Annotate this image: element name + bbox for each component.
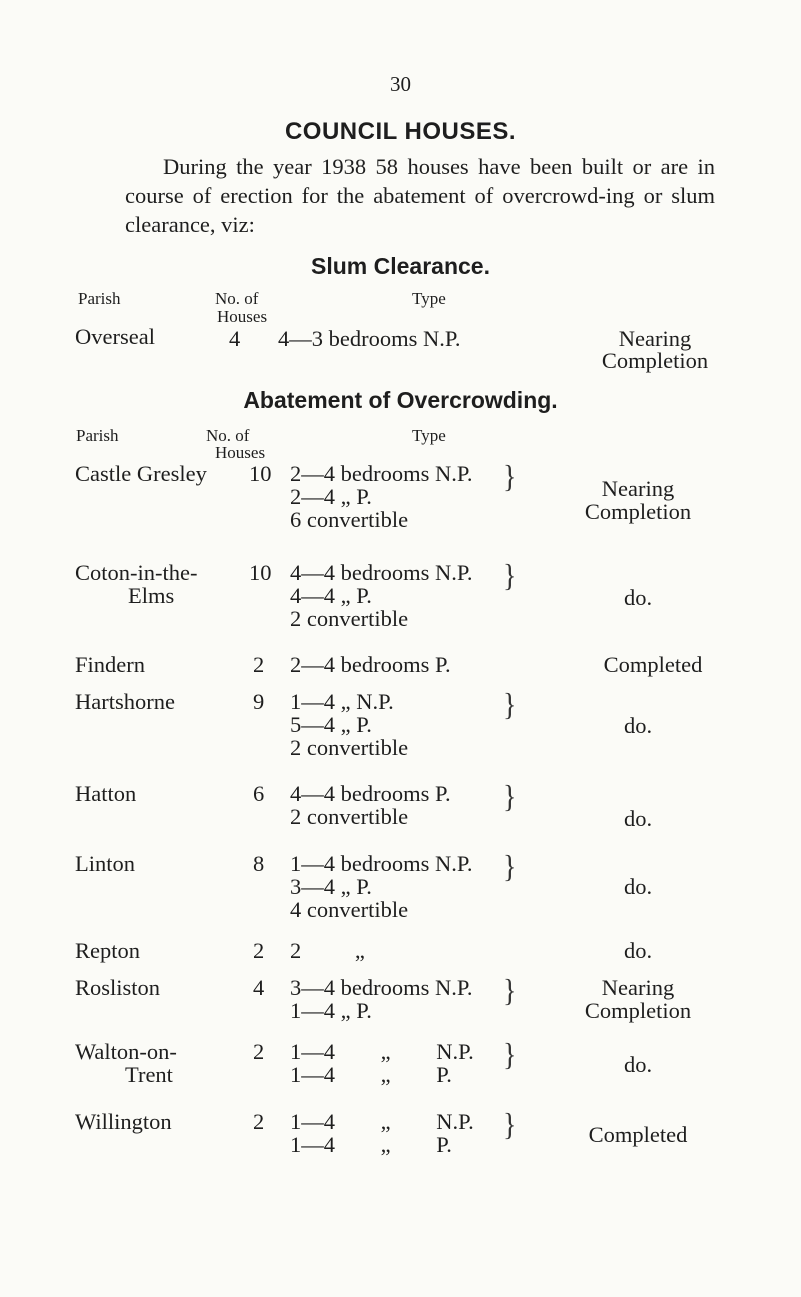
status-linton: do. — [623, 874, 653, 899]
brace-hartshorne: } — [503, 687, 517, 724]
intro-paragraph — [125, 152, 715, 239]
type-line: 2 convertible — [290, 735, 409, 760]
status-castle-gresley-1: Nearing — [601, 476, 675, 501]
slum-status-2: Completion — [601, 348, 709, 373]
slum-count: 4 — [229, 326, 241, 351]
page-number: 30 — [390, 72, 411, 96]
count-willington: 2 — [253, 1109, 265, 1134]
count-walton-on-trent: 2 — [253, 1039, 265, 1064]
brace-linton: } — [503, 849, 517, 886]
abatement-header-houses: Houses — [215, 443, 266, 462]
slum-header-parish: Parish — [78, 289, 121, 308]
status-willington: Completed — [588, 1122, 688, 1147]
type-line: 1—4 „ P. — [290, 1132, 452, 1157]
abatement-header-parish: Parish — [76, 426, 119, 445]
type-line: 6 convertible — [290, 507, 409, 532]
parish-hatton: Hatton — [75, 781, 137, 806]
slum-type: 4—3 bedrooms N.P. — [278, 326, 461, 351]
slum-header-no-of: No. of — [215, 289, 259, 308]
slum-parish: Overseal — [75, 324, 155, 349]
brace-willington: } — [503, 1107, 517, 1144]
status-repton: do. — [623, 938, 653, 963]
type-line: 1—4 „ N.P. — [290, 689, 394, 714]
status-walton-on-trent: do. — [623, 1052, 653, 1077]
type-line: 2 convertible — [290, 804, 409, 829]
type-line: 3—4 bedrooms N.P. — [290, 975, 473, 1000]
status-rosliston-2: Completion — [584, 998, 692, 1023]
type-line: 4—4 bedrooms P. — [290, 781, 451, 806]
type-line: 1—4 „ P. — [290, 998, 372, 1023]
status-hatton: do. — [623, 806, 653, 831]
count-findern: 2 — [253, 652, 265, 677]
parish-hartshorne: Hartshorne — [75, 689, 175, 714]
parish-rosliston: Rosliston — [75, 975, 161, 1000]
type-line: 3—4 „ P. — [290, 874, 372, 899]
slum-header-houses: Houses — [217, 307, 268, 326]
abatement-heading: Abatement of Overcrowding. — [243, 387, 558, 413]
type-line: 2 convertible — [290, 606, 409, 631]
type-line: 2—4 bedrooms P. — [290, 652, 451, 677]
parish-walton-on-trent-1: Walton-on- — [75, 1039, 177, 1064]
type-line: 1—4 „ P. — [290, 1062, 452, 1087]
brace-walton-on-trent: } — [503, 1037, 517, 1074]
count-hartshorne: 9 — [253, 689, 265, 714]
count-coton-in-the-elms: 10 — [249, 560, 272, 585]
type-line: 1—4 bedrooms N.P. — [290, 851, 473, 876]
intro-text: During the year 1938 58 houses have been built or are in course of erection for the abatement of overcrowd-ing or slum clearance, viz: — [125, 154, 715, 237]
parish-coton-in-the-elms-1: Coton-in-the- — [75, 560, 198, 585]
abatement-header-type: Type — [412, 426, 446, 445]
status-findern: Completed — [603, 652, 703, 677]
parish-castle-gresley: Castle Gresley — [75, 461, 207, 486]
abatement-header-no-of: No. of — [206, 426, 250, 445]
parish-willington: Willington — [75, 1109, 172, 1134]
type-line: 4 convertible — [290, 897, 409, 922]
count-linton: 8 — [253, 851, 265, 876]
type-line: 5—4 „ P. — [290, 712, 372, 737]
parish-repton: Repton — [75, 938, 140, 963]
count-repton: 2 — [253, 938, 265, 963]
type-line: 1—4 „ N.P. — [290, 1039, 474, 1064]
brace-hatton: } — [503, 779, 517, 816]
slum-clearance-heading: Slum Clearance. — [311, 253, 490, 279]
count-hatton: 6 — [253, 781, 265, 806]
type-line: 1—4 „ N.P. — [290, 1109, 474, 1134]
parish-linton: Linton — [75, 851, 135, 876]
status-coton-in-the-elms: do. — [623, 585, 653, 610]
type-line: 4—4 bedrooms N.P. — [290, 560, 473, 585]
parish-walton-on-trent-2: Trent — [125, 1062, 173, 1087]
parish-coton-in-the-elms-2: Elms — [128, 583, 175, 608]
type-line: 2—4 bedrooms N.P. — [290, 461, 473, 486]
count-rosliston: 4 — [253, 975, 265, 1000]
type-line: 4—4 „ P. — [290, 583, 372, 608]
status-hartshorne: do. — [623, 713, 653, 738]
status-castle-gresley-2: Completion — [584, 499, 692, 524]
brace-coton-in-the-elms: } — [503, 558, 517, 595]
type-line: 2—4 „ P. — [290, 484, 372, 509]
status-rosliston-1: Nearing — [601, 975, 675, 1000]
type-line: 2 „ — [290, 938, 365, 963]
parish-findern: Findern — [75, 652, 145, 677]
count-castle-gresley: 10 — [249, 461, 272, 486]
brace-rosliston: } — [503, 973, 517, 1010]
slum-header-type: Type — [412, 289, 446, 308]
slum-status-1: Nearing — [618, 326, 692, 351]
page-title: COUNCIL HOUSES. — [284, 118, 517, 145]
brace-castle-gresley: } — [503, 459, 517, 496]
